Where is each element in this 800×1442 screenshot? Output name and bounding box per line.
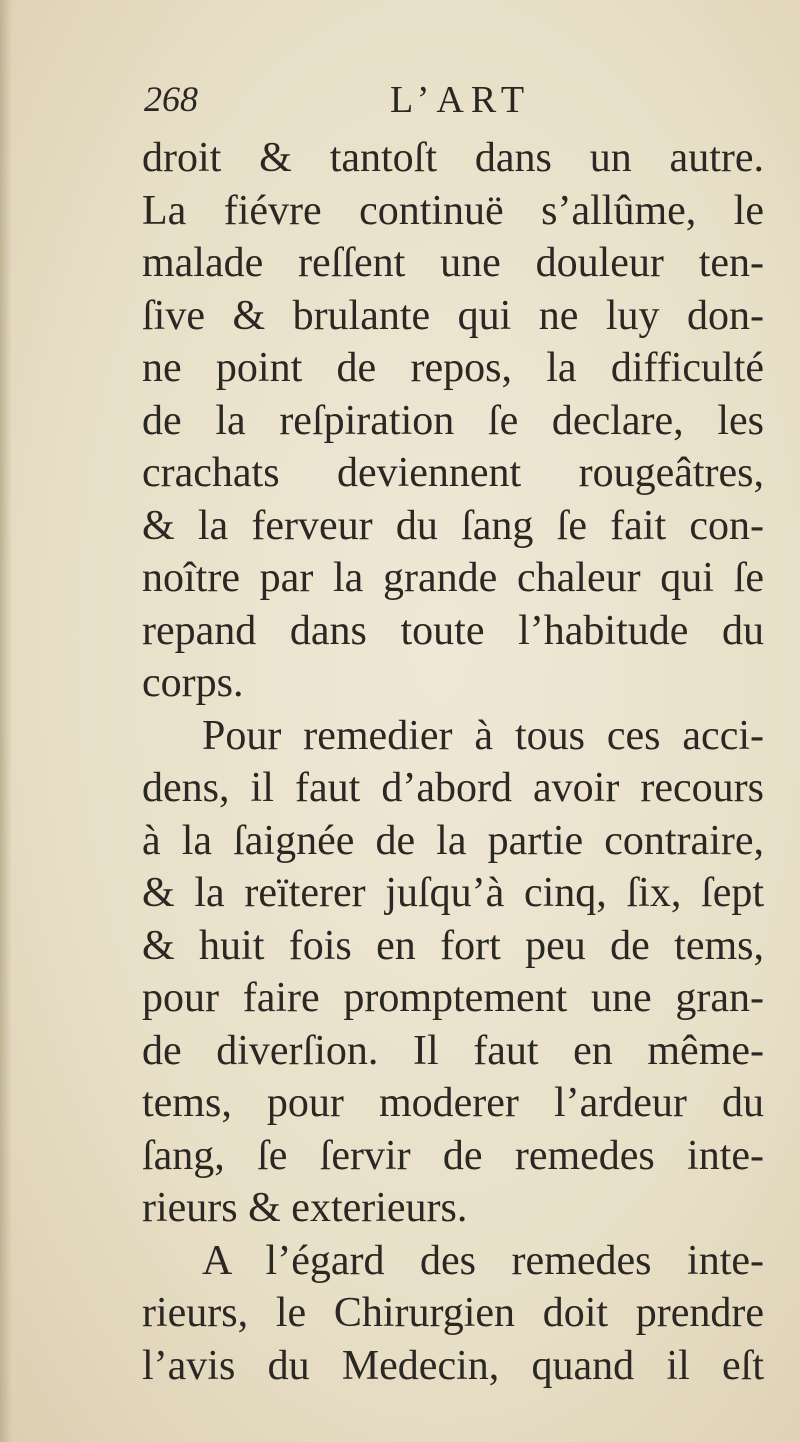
page-header <box>140 78 760 130</box>
text-line: crachats deviennent rougeâtres, <box>142 450 764 496</box>
running-head: L’ART <box>390 79 532 121</box>
text-line: rieurs & exterieurs. <box>142 1185 468 1231</box>
text-line: repand dans toute l’habitude du <box>142 607 764 654</box>
text-line: de la reſpiration ſe declare, les <box>142 397 764 444</box>
text-line: & la ferveur du ſang ſe fait con- <box>142 502 764 549</box>
text-line: malade reſſent une douleur ten- <box>142 240 764 286</box>
text-line: ſang, ſe ſervir de remedes inte- <box>142 1132 764 1179</box>
text-line: pour faire promptement une gran- <box>142 975 764 1021</box>
text-line: ne point de repos, la difficulté <box>142 345 764 391</box>
text-line: de diverſion. Il faut en même- <box>142 1027 764 1074</box>
text-line: à la ſaignée de la partie contraire, <box>142 817 764 864</box>
text-line: La fiévre continuë s’allûme, le <box>142 187 764 234</box>
text-line: & la reïterer juſqu’à cinq, ſix, ſept <box>142 870 764 916</box>
page-edge-shadow <box>0 0 12 1442</box>
text-line: ſive & brulante qui ne luy don- <box>142 292 764 339</box>
text-line: rieurs, le Chirurgien doit prendre <box>142 1290 764 1336</box>
text-line: A l’égard des remedes inte- <box>202 1237 764 1284</box>
body-text <box>142 132 764 1392</box>
text-line: dens, il faut d’abord avoir recours <box>142 765 764 811</box>
page-number: 268 <box>144 79 198 119</box>
text-line: l’avis du Medecin, quand il eſt <box>142 1342 764 1389</box>
text-line: noître par la grande chaleur qui ſe <box>142 555 764 601</box>
text-line: corps. <box>142 660 244 706</box>
text-line: droit & tantoſt dans un autre. <box>142 135 764 181</box>
text-line: & huit fois en fort peu de tems, <box>142 922 764 969</box>
text-line: tems, pour moderer l’ardeur du <box>142 1080 764 1126</box>
text-line: Pour remedier à tous ces acci- <box>202 712 764 759</box>
